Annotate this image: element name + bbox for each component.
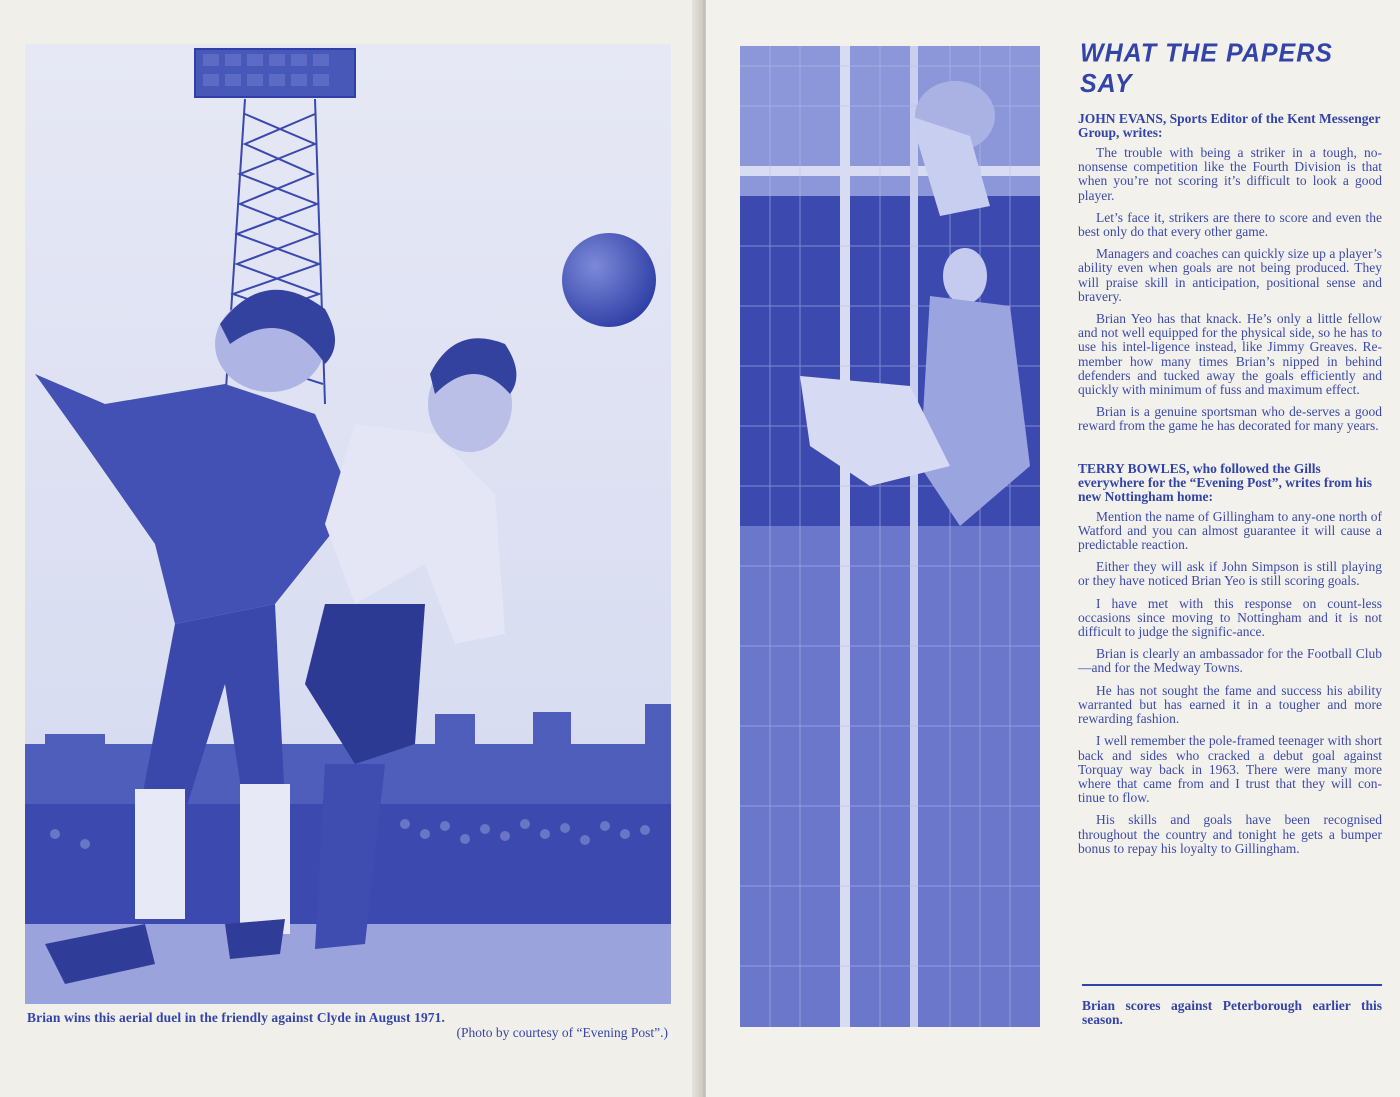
paragraph: Let’s face it, strikers are there to score and even the best only do that every other game. <box>1078 209 1382 240</box>
paragraph: His skills and goals have been recognised throughout the country and tonight he gets a bumper bonus to repay his loyalty to Gillingham. <box>1078 812 1382 856</box>
goal-scoring-photo <box>740 46 1040 1027</box>
aerial-duel-photo <box>25 44 671 1004</box>
section-intro-terry-bowles: TERRY BOWLES, who followed the Gills everywhere for the “Evening Post”, writes from his new Nottingham home: <box>1078 460 1372 504</box>
goal-net-illustration <box>740 46 1040 1027</box>
paragraph: He has not sought the fame and success his ability warranted but has earned it in a tougher and more rewarding fashion. <box>1078 682 1382 727</box>
paragraph: Brian is clearly an ambassador for the Football Club—and for the Medway Towns. <box>1078 646 1382 676</box>
football-icon <box>562 233 656 327</box>
divider-rule <box>1082 984 1382 986</box>
paragraph: I well remember the pole-framed teenager with short back and sides who cracked a debut goal against Torquay way back in 1963. There were many more where that came from and I trust that they will con-tinue to flow. <box>1078 733 1382 806</box>
photo-credit: (Photo by courtesy of “Evening Post”.) <box>456 1025 668 1040</box>
section-intro-john-evans: JOHN EVANS, Sports Editor of the Kent Messenger Group, writes: <box>1078 111 1381 140</box>
section-spacer <box>1078 442 1382 462</box>
page-heading: WHAT THE PAPERS SAY <box>1080 38 1333 99</box>
paragraph: Either they will ask if John Simpson is still playing or they have noticed Brian Yeo is still scoring goals. <box>1078 559 1382 589</box>
paragraph: The trouble with being a striker in a tough, no-nonsense competition like the Fourth Division is that when you’re not scoring it’s difficult to look a good player. <box>1078 145 1382 203</box>
paragraph: Brian Yeo has that knack. He’s only a little fellow and not well equipped for the physical side, so he has to use his intel-ligence instead, like Jimmy Greaves. Re-member how many times Brian’s nipped in behind defenders and tucked away the goals efficiently and quickly with minimum of fuss and maximum effect. <box>1078 311 1382 398</box>
photo-caption-main: Brian wins this aerial duel in the friendly against Clyde in August 1971. <box>27 1010 445 1025</box>
paragraph: Managers and coaches can quickly size up a player’s ability even when goals are not being produced. They will praise skill in anticipation, positional sense and bravery. <box>1078 246 1382 304</box>
papers-column <box>1078 40 1382 864</box>
aerial-duel-illustration <box>25 44 671 1004</box>
paragraph: I have met with this response on count-less occasions since moving to Nottingham and it is not difficult to judge the signific-ance. <box>1078 595 1382 640</box>
paragraph: Mention the name of Gillingham to any-one north of Watford and you can almost guarantee it will cause a predictable reaction. <box>1078 508 1382 553</box>
paragraph: Brian is a genuine sportsman who de-serves a good reward from the game he has decorated for many years. <box>1078 404 1382 434</box>
goal-photo-caption: Brian scores against Peterborough earlier this season. <box>1082 998 1382 1027</box>
